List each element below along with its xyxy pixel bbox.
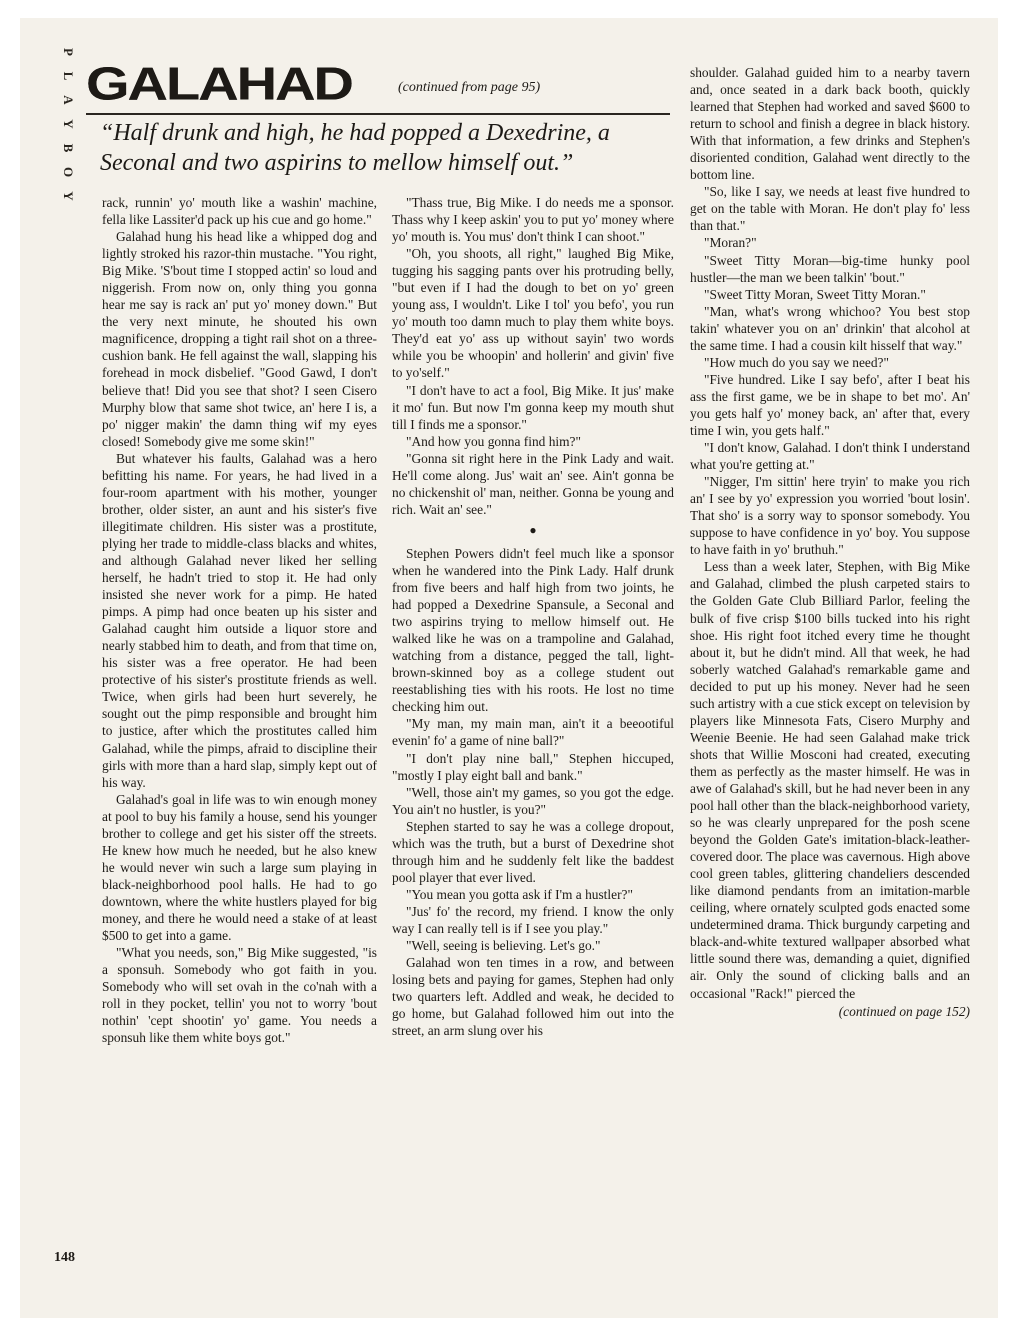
paragraph: "And how you gonna find him?" [406,433,581,449]
paragraph: Stephen Powers didn't feel much like a sponsor when he wandered into the Pink Lady. Half drunk from five beers and half high from two joints, he had popped a Dexedrine Spansule, a Seconal and two aspirins trying to mellow himself out. He walked like he was on a trampoline and Galahad, watching from a distance, pegged the tall, light-brown-skinned boy as a college student out reestablishing ties with his roots. He lost no time checking him out. [392,545,674,715]
paragraph: "Nigger, I'm sittin' here tryin' to make you rich an' I see by yo' expression you worried 'bout losin'. That sho' is a sorry way to sponsor somebody. You suppose to have confidence in yo' boy. You suppose to have faith in yo' bruthuh." [690,474,970,558]
article-title: GALAHAD [86,57,352,110]
paragraph: "What you needs, son," Big Mike suggested, "is a sponsuh. Somebody who got faith in you. Somebody who will set ovah in the co'nah with a roll in they pocket, tellin' you not to worry 'bout nothin' 'cept shootin' yo' game. You needs a sponsuh like them white boys got." [102,945,377,1046]
paragraph: "Well, those ain't my games, so you got the edge. You ain't no hustler, is you?" [392,784,674,817]
paragraph: Less than a week later, Stephen, with Big Mike and Galahad, climbed the plush carpeted stairs to the Golden Gate Club Billiard Parlor, feeling the bulk of five crisp $100 bills tucked into his right shoe. His right foot itched every time he thought about it, but he didn't mind. All that week, he had soberly watched Galahad's remarkable game and decided to put up his money. Never had he seen such artistry with a cue stick except on television by players like Minnesota Fats, Cisero Murphy and Weenie Beenie. He had seen Galahad make trick shots that Willie Mosconi had created, executing them as perfectly as the master himself. He was in awe of Galahad's skill, but he had never been in any pool hall other than the black-neighborhood variety, so he was clearly unprepared for the posh scene beyond the Golden Gate's imitation-black-leather-covered door. The place was cavernous. High above cool green tables, glittering chandeliers descended like diamond pendants from an imitation-marble ceiling, where ornately sculpted gods enacted some undetermined drama. Thick burgundy carpeting and black-and-white textured wallpaper absorbed what little sound there was, demanding a quiet, dignified air. Only the sound of clicking balls and an occasional "Rack!" pierced the [690,559,971,1001]
paragraph: "I don't play nine ball," Stephen hiccuped, "mostly I play eight ball and bank." [392,750,674,783]
masthead-letter: Y [61,191,76,201]
masthead-letter: B [61,143,76,153]
paragraph: "Oh, you shoots, all right," laughed Big Mike, tugging his sagging pants over his protruding belly, "but even if I had the dough to bet on yo' green young ass, I wouldn't. Like I tol' you befo', you run yo' mouth too damn much to play them white boys. They'd eat yo' ass up without sayin' two words while you be whoopin' and hollerin' and givin' five to yo'self." [392,246,674,381]
paragraph: shoulder. Galahad guided him to a nearby tavern and, once seated in a dark back booth, quickly learned that Stephen had worked and saved $600 to return to school and finish a degree in black history. With that information, a few drinks and Stephen's disoriented condition, Galahad went directly to the bottom line. [690,65,970,183]
magazine-masthead [54,40,74,208]
pull-quote: “Half drunk and high, he had popped a Dexedrine, a Seconal and two aspirins to mellow himself out.” [100,120,610,176]
paragraph: "You mean you gotta ask if I'm a hustler?" [406,886,633,902]
title-rule [86,113,670,115]
masthead-letter: P [61,48,76,56]
paragraph: "Jus' fo' the record, my friend. I know the only way I can really tell is if I see you play." [392,903,674,936]
page-number: 148 [54,1250,75,1265]
paragraph: "Moran?" [704,235,757,251]
paragraph: "Gonna sit right here in the Pink Lady and wait. He'll come along. Jus' wait an' see. Ain't gonna be no chickenshit ol' man, neither. Gonna be young and rich. Wait an' see." [392,450,674,517]
paragraph: "Thass true, Big Mike. I do needs me a sponsor. Thass why I keep askin' you to put yo' money where yo' mouth is. You mus' don't think I can shoot." [392,195,674,245]
paragraph: "So, like I say, we needs at least five hundred to get on the table with Moran. He don't play fo' less than that." [690,184,970,234]
column-1 [102,194,377,1284]
paragraph: "Sweet Titty Moran—big-time hunky pool hustler—the man we been talkin' 'bout." [690,252,970,285]
paragraph: Galahad's goal in life was to win enough money at pool to buy his family a house, send his younger brother to college and get his sister off the streets. He knew how much he needed, but he also knew he would never win such a large sum playing in black-neighborhood pool halls. He had to go downtown, where the white hustlers played for big money, and there he would need a stake of at least $500 to get into a game. [102,791,377,944]
paragraph: "I don't have to act a fool, Big Mike. It jus' make it mo' fun. But now I'm gonna keep my mouth shut till I finds me a sponsor." [392,382,674,432]
magazine-page [20,18,998,1318]
column-3 [690,64,970,1289]
paragraph: rack, runnin' yo' mouth like a washin' machine, fella like Lassiter'd pack up his cue and go home." [102,195,377,228]
paragraph: "How much do you say we need?" [704,354,889,370]
continued-from-note: (continued from page 95) [398,80,541,95]
paragraph: "Sweet Titty Moran, Sweet Titty Moran." [704,286,926,302]
masthead-letter: O [61,166,76,178]
paragraph: "Well, seeing is believing. Let's go." [406,938,601,954]
paragraph: But whatever his faults, Galahad was a hero befitting his name. For years, he had lived in a four-room apartment with his mother, younger brother, older sister, an aunt and his sister's five illegitimate children. His sister was a prostitute, plying her trade to middle-class blacks and whites, and although Galahad never liked her selling herself, he hadn't tried to stop it. He had only insisted she never work for a pimp. He hated pimps. A pimp had once beaten up his sister and Galahad caught him outside a liquor store and nearly stabbed him to death, and from that time on, his sister was a free operator. He had been protective of his sister's prostitute friends as well. Twice, when girls had been hurt severely, he sought out the pimp responsible and brought him to justice, after which the prostitutes called him Galahad, while the pimps, afraid to discipline their girls with more than a hard slap, simply kept out of his way. [102,450,377,790]
section-break: ● [529,522,537,537]
masthead-letter: L [61,71,76,81]
paragraph: Stephen started to say he was a college dropout, which was the truth, but a burst of Dexedrine shot through him and he suddenly felt like the baddest pool player that ever lived. [392,818,674,885]
continued-on-note: (continued on page 152) [838,1003,970,1019]
masthead-letter: A [61,95,76,105]
paragraph: "Five hundred. Like I say befo', after I beat his ass the first game, we be in shape to bet mo'. An' you gets half yo' money back, an' after that, every time I win, you gets half." [690,371,970,438]
masthead-letter: Y [61,119,76,129]
paragraph: "My man, my main man, ain't it a beeootiful evenin' fo' a game of nine ball?" [392,716,674,749]
paragraph: "I don't know, Galahad. I don't think I understand what you're getting at." [690,440,970,473]
column-2 [392,194,674,1284]
paragraph: Galahad won ten times in a row, and between losing bets and paying for games, Stephen had only two quarters left. Addled and weak, he decided to go home, but Galahad followed him out into the street, an arm slung over his [392,955,674,1039]
article-header [86,56,692,114]
paragraph: Galahad hung his head like a whipped dog and lightly stroked his razor-thin mustache. "You right, Big Mike. 'S'bout time I stopped actin' so loud and niggerish. From now on, only thing you gonna hear me say is rack an' put yo' money down." But the very next minute, he shouted his own magnificence, dropping a tight rail shot on a three-cushion bank. He fell against the wall, slapping his forehead in mock disbelief. "Good Gawd, I don't believe that! Did you see that shot? I seen Cisero Murphy blow that same shot twice, an' here I is, a po' nigger makin' the damn thing wif my eyes closed! Somebody give me some skin!" [102,229,377,449]
paragraph: "Man, what's wrong whichoo? You best stop takin' whatever you on an' drinkin' that alcohol at the same time. I had a cousin kilt hisself that way." [690,303,970,353]
